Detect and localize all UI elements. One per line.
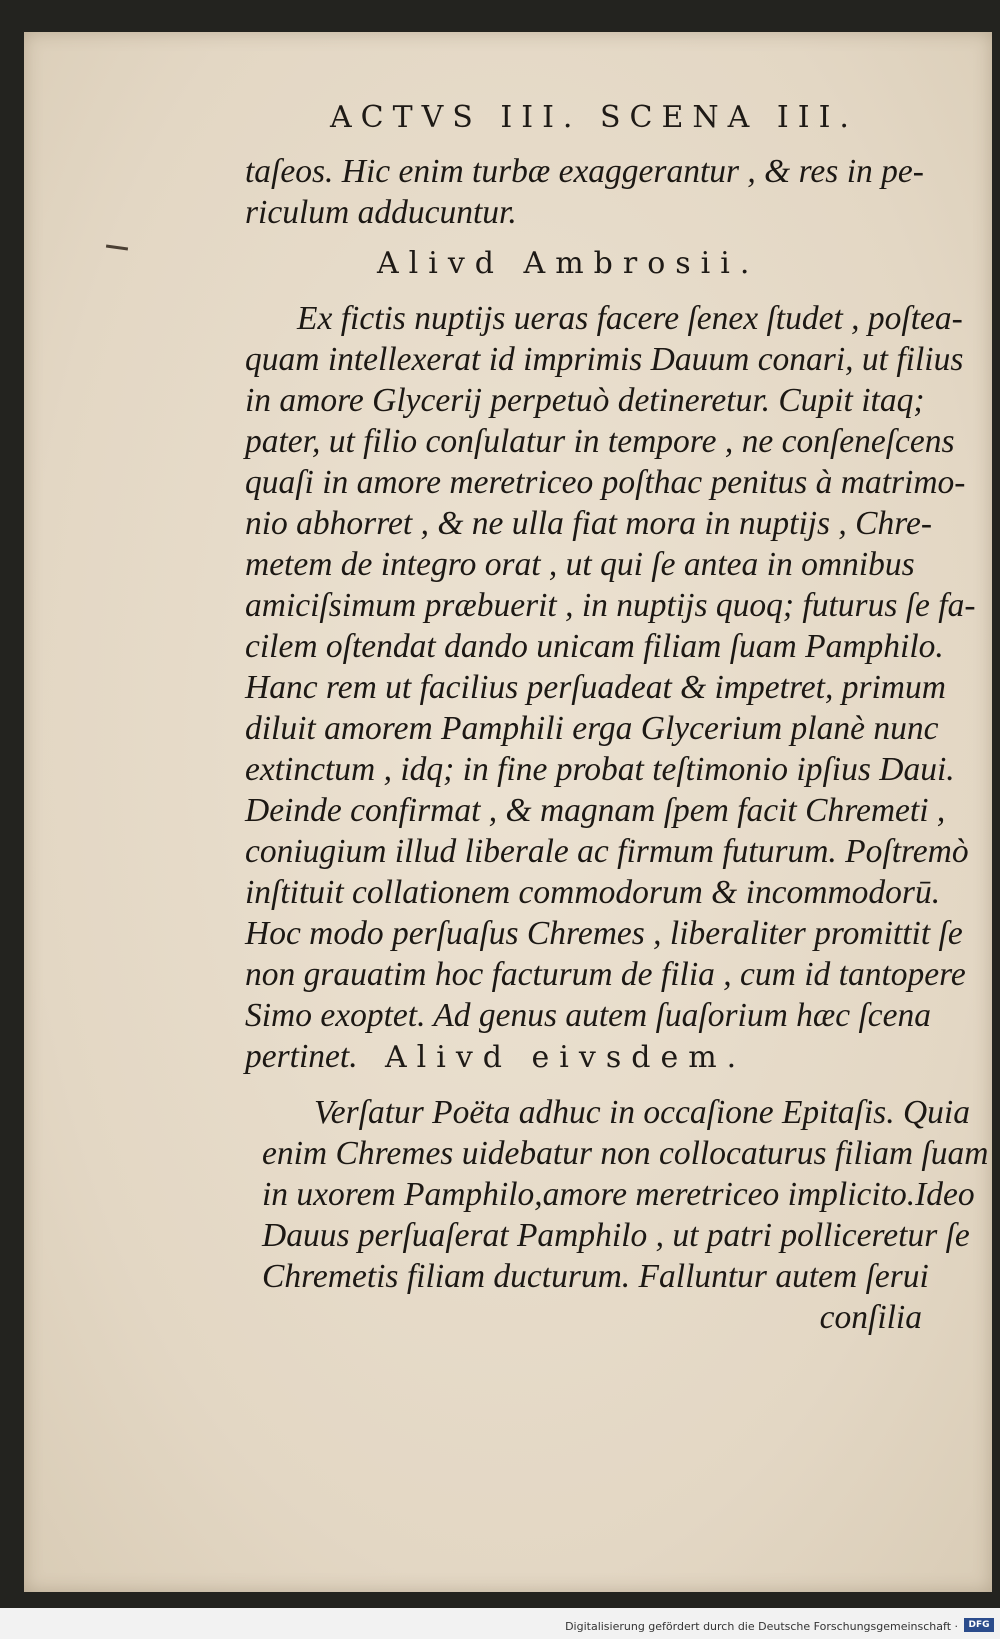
text-line: Deinde confirmat , & magnam ſpem facit Chremeti ,: [245, 792, 946, 829]
intro-text: [245, 151, 924, 233]
text-line: nio abhorret , & ne ulla fiat mora in nuptijs , Chre-: [245, 505, 933, 542]
text-line: metem de integro orat , ut qui ſe antea in omnibus: [245, 546, 915, 583]
text-line: inſtituit collationem commodorum & incommodorū.: [245, 874, 941, 911]
text-line: Hoc modo perſuaſus Chremes , liberaliter promittit ſe: [245, 915, 963, 952]
text-line: quaſi in amore meretriceo poſthac penitus à matrimo-: [245, 464, 966, 501]
text-line: cilem oſtendat dando unicam filiam ſuam Pamphilo.: [245, 628, 944, 665]
footer-credit: Digitalisierung gefördert durch die Deutsche Forschungsgemeinschaft ·: [565, 1620, 958, 1633]
text-line: enim Chremes uidebatur non collocaturus filiam ſuam: [262, 1135, 989, 1172]
section-two-body: [262, 1092, 989, 1338]
section-heading: Alivd Ambrosii.: [377, 246, 760, 281]
running-head: ACTVS III. SCENA III.: [330, 100, 858, 135]
text-line: Dauus perſuaſerat Pamphilo , ut patri polliceretur ſe: [262, 1217, 970, 1254]
text-line: pertinet.: [245, 1038, 358, 1075]
text-line: Chremetis filiam ducturum. Falluntur autem ſerui: [262, 1258, 929, 1295]
text-line: riculum adducuntur.: [245, 194, 517, 231]
text-line: Verſatur Poëta adhuc in occaſione Epitaſis. Quia: [314, 1094, 970, 1131]
text-line: Ex fictis nuptijs ueras facere ſenex ſtudet , poſtea-: [297, 300, 963, 337]
text-line: pater, ut filio conſulatur in tempore , ne conſeneſcens: [245, 423, 955, 460]
text-line: amiciſsimum præbuerit , in nuptijs quoq; futurus ſe fa-: [245, 587, 976, 624]
text-line: extinctum , idq; in fine probat teſtimonio ipſius Daui.: [245, 751, 955, 788]
section-one-body: [245, 298, 976, 1077]
text-line: coniugium illud liberale ac firmum futurum. Poſtremò: [245, 833, 969, 870]
section-heading: Alivd eivsdem.: [385, 1040, 747, 1075]
dfg-logo: DFG: [964, 1618, 994, 1632]
text-line: Simo exoptet. Ad genus autem ſuaſorium hæc ſcena: [245, 997, 932, 1034]
text-line: in amore Glycerij perpetuò detineretur. Cupit itaq;: [245, 382, 925, 419]
text-line: in uxorem Pamphilo,amore meretriceo implicito.Ideo: [262, 1176, 975, 1213]
text-line: non grauatim hoc facturum de filia , cum id tantopere: [245, 956, 966, 993]
catchword: conſilia: [819, 1299, 922, 1336]
text-line: diluit amorem Pamphili erga Glycerium planè nunc: [245, 710, 939, 747]
text-line: Hanc rem ut facilius perſuadeat & impetret, primum: [245, 669, 946, 706]
text-line: quam intellexerat id imprimis Dauum conari, ut filius: [245, 341, 964, 378]
text-line: taſeos. Hic enim turbæ exaggerantur , & res in pe-: [245, 153, 924, 190]
